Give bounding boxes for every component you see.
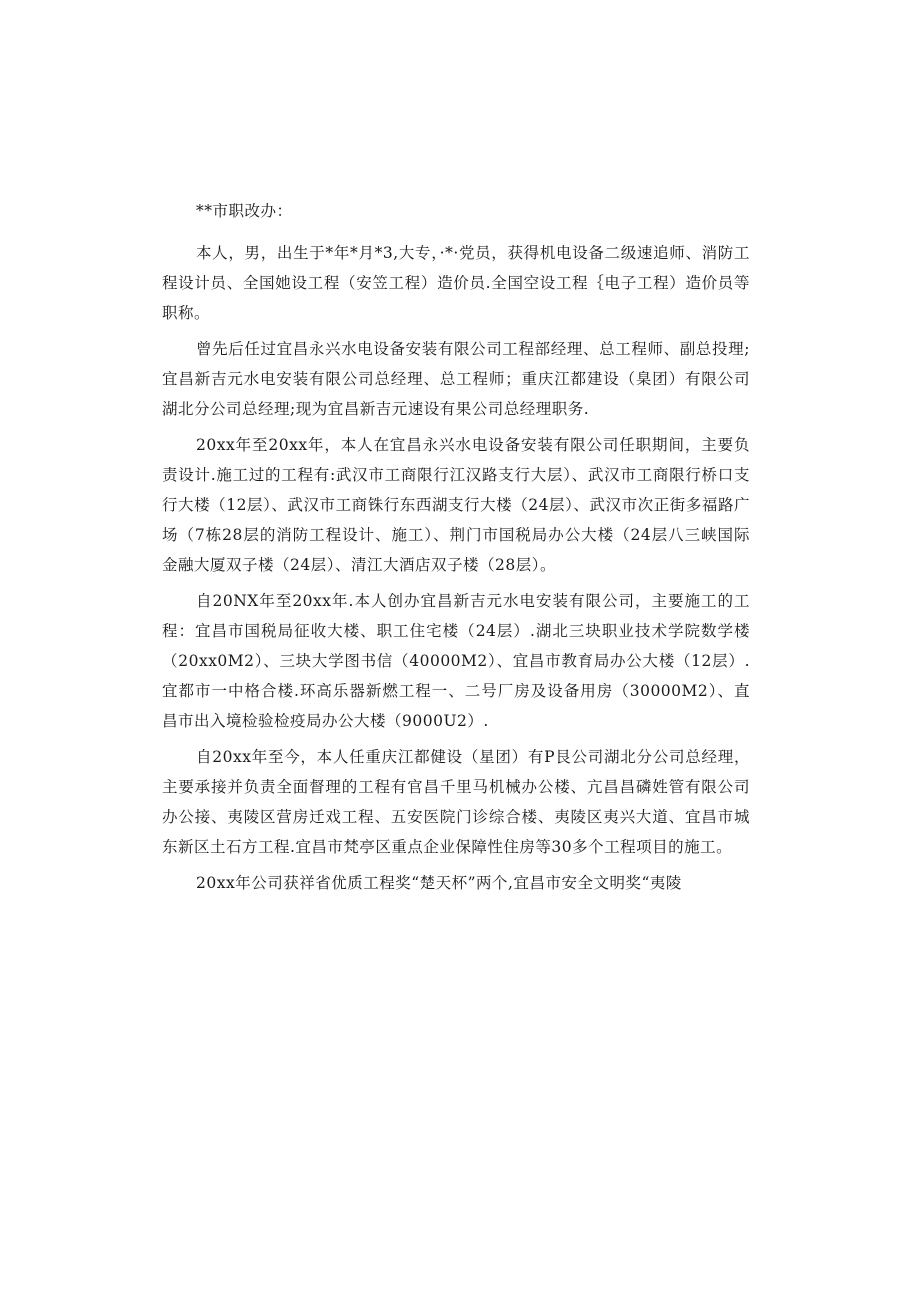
paragraph-jiangdu-projects: 自20xx年至今，本人任重庆江都健设（星团）有P艮公司湖北分公司总经理，主要承接并负责全面督理的工程有官昌千里马机械办公楼、亢昌昌磷姓管有限公司办公接、夷陵区营房迁戏工程、五安医院门诊综合楼、夷陵区夷兴大道、宜昌市城东新区土石方工程.宜昌市梵亭区重点企业保障性住房等30多个工程项目的施工。 bbox=[162, 748, 750, 856]
paragraph-xinjiyuan-projects: 自20NX年至20xx年.本人创办宜昌新吉元水电安装有限公司，主要施工的工程：宜昌市国税局征收大楼、职工住宅楼（24层）.湖北三块职业技术学院数学楼（20xx0M2）、三块大学图书信（40000M2）、宜昌市教育局办公大楼（12层）.宜都市一中格合楼.环高乐器新燃工程一、二号厂房及设备用房（30000M2）、直昌市出入境检验检疫局办公大楼（9000U2）. bbox=[162, 592, 750, 730]
paragraph-yongxing-projects: 20xx年至20xx年，本人在宜昌永兴水电设备安装有限公司任职期间，主要负责设计.施工过的工程有:武汉市工商限行江汉路支行大层）、武汉市工商限行桥口支行大楼（12层）、武汉市工商铢行东西湖支行大楼（24层）、武汉市次正街多福路广场（7栋28层的消防工程设计、施工）、荆门市国税局办公大楼（24层八三峡国际金融大厦双子楼（24层）、清江大酒店双子楼（28层）。 bbox=[162, 436, 750, 574]
paragraph-work-history: 曾先后任过宜昌永兴水电设备安装有限公司工程部经理、总工程师、副总投理;宜昌新吉元水电安装有限公司总经理、总工程师；重庆江都建设（臬团）有限公司湖北分公司总经理;现为宜昌新吉元速设有果公司总经理职务. bbox=[162, 340, 750, 418]
salutation: **市职改办： bbox=[196, 202, 293, 220]
paragraph-personal-info: 本人，男，出生于*年*月*3,大专，·*·党员，获得机电设备二级速追师、消防工程设计员、全国她设工程（安笠工程）造价员.全国空设工程｛电子工程）造价员等职称。 bbox=[162, 244, 750, 322]
document-body bbox=[162, 196, 750, 904]
paragraph-awards: 20xx年公司获祥省优质工程奖“楚天杯”两个,宜昌市安全文明奖“夷陵 bbox=[196, 874, 682, 892]
